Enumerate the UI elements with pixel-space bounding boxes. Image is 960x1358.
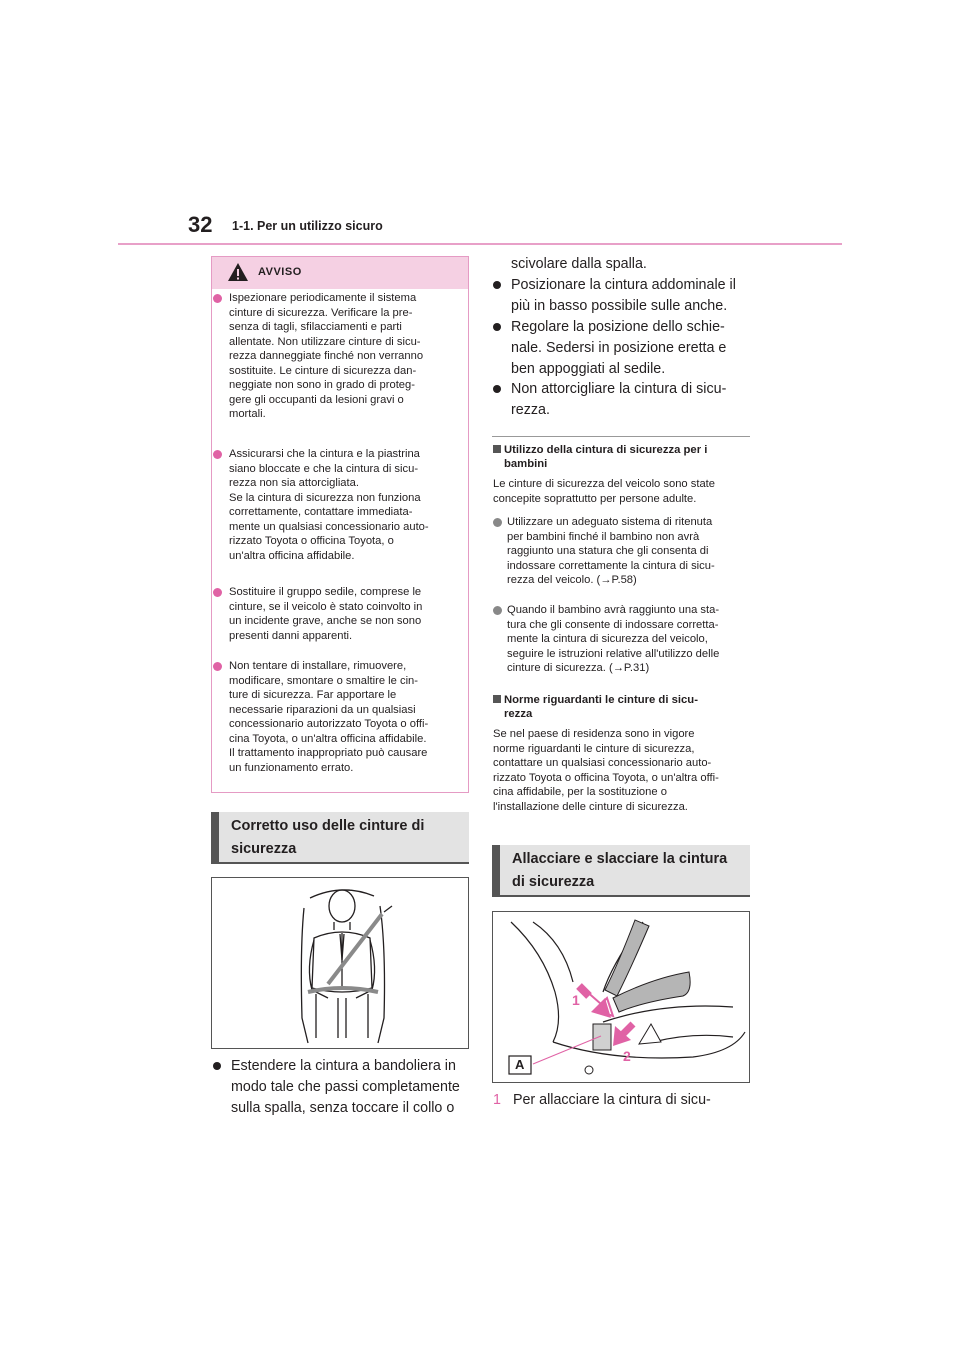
bullet-icon (493, 323, 501, 331)
continuation-text: scivolare dalla spalla. (511, 256, 647, 272)
page-number: 32 (188, 212, 213, 237)
arrow-label-1: 1 (572, 992, 580, 1008)
arrow-label-2: 2 (623, 1048, 631, 1064)
pink-bullet-icon (213, 662, 222, 671)
warning-item: Sostituire il gruppo sedile, comprese le cinture, se il veicolo è stato coinvolto in un incidente grave, anche se non sono presenti danni apparenti. (213, 585, 465, 643)
pink-bullet-icon (213, 294, 222, 303)
step-number: 1 (493, 1092, 501, 1108)
bullet-icon (493, 385, 501, 393)
grey-bullet-icon (493, 518, 502, 527)
buckle-figure (492, 911, 750, 1083)
buckle-illustration (493, 912, 749, 1082)
step-text: Per allacciare la cintura di sicu- (512, 1092, 711, 1108)
paragraph: Le cinture di sicurezza del veicolo sono state concepite soprattutto per persone adulte. (493, 478, 716, 505)
seated-person-illustration (212, 878, 468, 1048)
section-heading-correct-use: Corretto uso delle cinture di sicurezza (211, 812, 469, 864)
square-bullet-icon (493, 445, 501, 453)
step-item (493, 1090, 755, 1111)
list-item: Estendere la cintura a bandoliera in modo tale che passi completamente sulla spalla, senza toccare il collo o (213, 1056, 473, 1119)
list-item: Posizionare la cintura addominale il più in basso possibile sulle anche. (493, 275, 753, 317)
callout-label-a: A (515, 1057, 525, 1072)
divider (492, 436, 750, 437)
list-item: Non attorcigliare la cintura di sicu- rezza. (493, 379, 753, 421)
list-item: Utilizzare un adeguato sistema di ritenuta per bambini finché il bambino non avrà raggiunto una statura che gli consenta di indossare correttamente la cintura di sicu- rezza del veicolo. (→P.58) (493, 515, 755, 588)
grey-bullet-icon (493, 606, 502, 615)
list-item: Regolare la posizione dello schie- nale. Sedersi in posizione eretta e ben appoggiati al sedile. (493, 317, 753, 380)
seated-occupant-figure (211, 877, 469, 1049)
subheading-children: Utilizzo della cintura di sicurezza per i bambini (493, 443, 753, 471)
section-title: 1-1. Per un utilizzo sicuro (232, 219, 383, 233)
subheading-norms: Norme riguardanti le cinture di sicu- rezza (493, 693, 753, 721)
warning-item: Assicurarsi che la cintura e la piastrina siano bloccate e che la cintura di sicu- rezza non sia attorcigliata. Se la cintura di sicurezza non funziona correttamente, contattare immediata- mente un qualsiasi concessionario auto- rizzato Toyota o officina Toyota, o un'altra officina affidabile. (213, 447, 465, 563)
warning-icon (227, 262, 249, 282)
pink-bullet-icon (213, 588, 222, 597)
warning-title: AVVISO (258, 266, 302, 278)
list-item: Quando il bambino avrà raggiunto una sta- tura che gli consente di indossare corretta- mente la cintura di sicurezza del veicolo, seguire le istruzioni relative all'utilizzo delle cinture di sicurezza. (→P.31) (493, 603, 755, 676)
square-bullet-icon (493, 695, 501, 703)
pink-bullet-icon (213, 450, 222, 459)
bullet-icon (493, 281, 501, 289)
warning-item: Ispezionare periodicamente il sistema cinture di sicurezza. Verificare la pre- senza di tagli, sfilacciamenti e parti allentate. Non utilizzare cinture di sicu- rezza danneggiate finché non verranno sostituite. Le cinture di sicurezza dan- neggiate non sono in grado di proteg- gere gli occupanti da lesioni gravi o mortali. (213, 291, 465, 422)
warning-header (212, 257, 468, 289)
section-heading-buckle: Allacciare e slacciare la cintura di sicurezza (492, 845, 750, 897)
paragraph: Se nel paese di residenza sono in vigore norme riguardanti le cinture di sicurezza, contattare un qualsiasi concessionario auto- rizzato Toyota o officina Toyota, o un'altra offi- cina affidabile, per la sostituzione o l'installazione delle cinture di sicurezza. (493, 728, 719, 813)
warning-item: Non tentare di installare, rimuovere, modificare, smontare o smaltire le cin- ture di sicurezza. Far apportare le necessarie riparazioni da un qualsiasi concessionario autorizzato Toyota o offi- cina Toyota, o un'altra officina affidabile. Il trattamento inappropriato può causare un funzionamento errato. (213, 659, 465, 775)
bullet-icon (213, 1062, 221, 1070)
header-rule (118, 243, 842, 245)
